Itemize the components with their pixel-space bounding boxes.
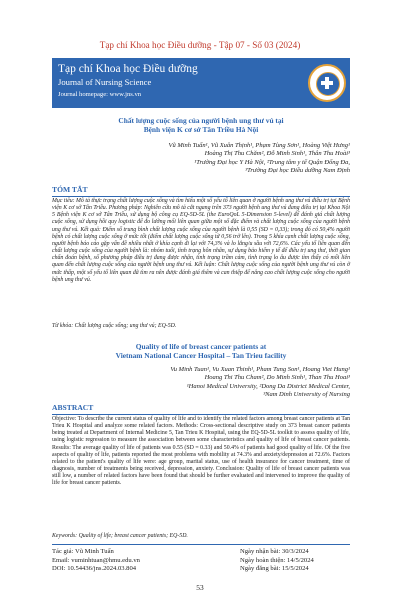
affiliation-en-2: ³Nam Dinh University of Nursing xyxy=(263,391,350,399)
affiliation-vi-1: ¹Trường Đại học Y Hà Nội, ²Trung tâm y tế Quận Đống Đa, xyxy=(194,158,350,166)
abstract-heading-en: ABSTRACT xyxy=(52,403,94,412)
abstract-vi: Mục tiêu: Mô tả thực trạng chất lượng cuộc sống và tìm hiểu một số yếu tố liên quan ở người bệnh ung thư vú điều trị tại Bệnh viện K cơ sở Tân Triều. Phương pháp: Nghiên cứu mô tả cắt ngang trên 373 người bệnh ung thư vú đang điều trị tại Khoa Nội 5 Bệnh viện K cơ sở Tân Triều, sử dụng bộ công cụ EQ-5D-5L (the EuroQoL 5-Dimension 5-level) để đánh giá chất lượng cuộc sống, sử dụng hồi quy logistic để đo lường mối liên quan giữa một số đặc điểm và chất lượng cuộc sống của người bệnh ung thư vú. Kết quả: Điểm số trung bình chất lượng cuộc sống của người bệnh là 0,55 (SD = 0,33); trong đó có 50,4% người bệnh có chất lượng cuộc sống ở mức tốt (điểm chất lượng cuộc sống từ 0,56 trở lên). Trong 5 khía cạnh chất lượng cuộc sống, người bệnh báo cáo gặp vấn đề nhiều nhất ở khía cạnh đi lại với 74,3% và lo lắng/u sầu với 72,6%. Các yếu tố liên quan đến chất lượng cuộc sống của người bệnh là: nhóm tuổi, tình trạng hôn nhân, sự dụng bảo hiểm y tế để điều trị ung thư, thời gian chẩn đoán bệnh, số phương pháp điều trị đang được nhận, tình trạng trầm cảm, tình trạng lo âu được tìm thấy có mối liên quan đến chất lượng cuộc sống của người bệnh ung thư vú. Kết luận: Chất lượng cuộc sống của người bệnh ung thư vú còn ở mức thấp, một số yếu tố liên quan đã tìm ra nên được đánh giá thêm và can thiệp để nâng cao chất lượng cuộc sống cho người bệnh ung thư vú. xyxy=(52,198,350,283)
divider xyxy=(52,196,350,197)
page-number: 53 xyxy=(196,583,204,592)
doi: DOI: 10.54436/jns.2024.03.804 xyxy=(52,565,137,573)
affiliation-vi-2: ³Trường Đại học Điều dưỡng Nam Định xyxy=(245,167,350,175)
authors-vi: Vũ Minh Tuấn¹, Vũ Xuân Thịnh¹, Phạm Tùng Sơn¹, Hoàng Việt Hưng¹ Hoàng Thị Thu Chăm², Đỗ Minh Sinh¹, Thân Thu Hoài³ ¹Trường Đại học Y Hà Nội, ²Trung tâm y tế Quận Đống Đa, ³Trường Đại học Điều dưỡng Nam Định xyxy=(168,142,350,175)
journal-banner xyxy=(52,58,350,108)
author-email: Email: vuminhtuan@hmu.edu.vn xyxy=(52,556,140,564)
nursing-journal-logo-icon xyxy=(308,64,346,102)
running-head: Tạp chí Khoa học Điều dưỡng - Tập 07 - Số 03 (2024) xyxy=(99,40,301,50)
date-revised: Ngày hoàn thiện: 14/5/2024 xyxy=(240,556,314,564)
authors-en: Vu Minh Tuan¹, Vu Xuan Thinh¹, Pham Tung Son¹, Hoang Viet Hung¹ Hoang Thi Thu Cham², Do Minh Sinh¹, Than Thu Hoai³ ¹Hanoi Medical University, ²Dong Da District Medical Center, ³Nam Dinh University of Nursing xyxy=(170,366,350,399)
divider xyxy=(52,414,350,415)
date-received: Ngày nhận bài: 30/3/2024 xyxy=(240,548,309,555)
author-info xyxy=(52,548,140,574)
journal-title-en: Journal of Nursing Science xyxy=(58,77,152,87)
summary-heading-vi: TÓM TẮT xyxy=(52,185,88,194)
article-title-vi: Chất lượng cuộc sống của người bệnh ung thư vú tại Bệnh viện K cơ sở Tân Triều Hà Nội xyxy=(118,116,284,135)
divider xyxy=(52,544,350,545)
date-published: Ngày đăng bài: 15/5/2024 xyxy=(240,565,309,573)
article-title-en: Quality of life of breast cancer patients at Vietnam National Cancer Hospital – Tan Trieu facility xyxy=(115,342,287,361)
abstract-en: Objective: To describe the current status of quality of life and to identify the related factors among breast cancer patients at Tan Trieu K Hospital and analyze some related factors. Methods: Cross-sectional descriptive study on 373 breast cancer patients being treated at Department of Internal Medicine 5, Tan Trieu K Hospital, using the EQ-5D-5L toolkit to assess quality of life, using logistic regression to measure the association between some characteristics and quality of life of breast cancer patients. Results: The average quality of life of patients was 0.55 (SD = 0.33) and 50.4% of patients had good quality of life. Of the five aspects of quality of life, patients reported the most problems with mobility at 74.3% and anxiety/depression at 72.6%. Factors related to the patient's quality of life were: age group, marital status, use of health insurance for cancer treatment, time of diagnosis, number of treatments being received, depression, anxiety. Conclusion: Quality of life of breast cancer patients was still low, a number of related factors have been found that should be further evaluated and intervened to improve the quality of life for breast cancer patients. xyxy=(52,416,350,487)
corresponding-author: Tác giả: Vũ Minh Tuấn xyxy=(52,548,114,555)
journal-homepage[interactable]: Journal homepage: www.jns.vn xyxy=(58,91,142,98)
journal-title-vi: Tạp chí Khoa học Điều dưỡng xyxy=(58,63,198,75)
affiliation-en-1: ¹Hanoi Medical University, ²Dong Da District Medical Center, xyxy=(186,382,350,390)
keywords-en: Keywords: Quality of life; breast cancer patients; EQ-5D. xyxy=(52,533,188,539)
keywords-vi: Từ khóa: Chất lượng cuộc sống; ung thư vú; EQ-5D. xyxy=(52,323,177,329)
article-dates xyxy=(240,548,314,574)
